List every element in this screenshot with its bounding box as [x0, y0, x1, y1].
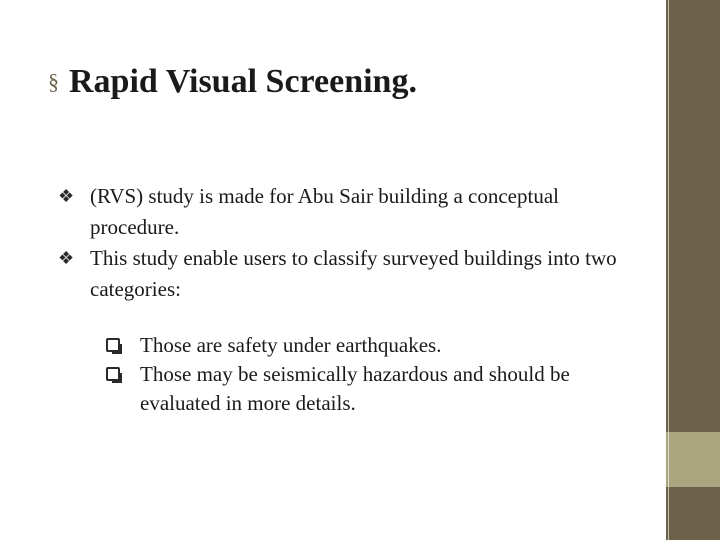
bullet-item [58, 181, 648, 243]
sub-bullet-item [106, 360, 646, 418]
diamond-bullet-icon: ❖ [58, 248, 75, 268]
bullet-text: (RVS) study is made for Abu Sair building a conceptual procedure. [90, 184, 559, 239]
bullet-text: This study enable users to classify surveyed buildings into two categories: [90, 246, 617, 301]
sidebar-bottom-band [666, 487, 720, 540]
sidebar-light-band [666, 432, 720, 487]
square-checkbox-bullet-icon [106, 367, 120, 381]
sub-bullet-text: Those are safety under earthquakes. [140, 333, 442, 357]
diamond-bullet-icon: ❖ [58, 186, 75, 206]
sidebar-dark-band [666, 0, 720, 432]
slide-title: Rapid Visual Screening. [69, 63, 417, 100]
square-checkbox-bullet-icon [106, 338, 120, 352]
bullet-item [58, 243, 648, 305]
sidebar-divider-line [668, 0, 669, 540]
section-sign-icon: § [48, 69, 59, 94]
sub-bullet-item [106, 331, 646, 360]
bullet-list [58, 181, 648, 305]
title-row [48, 60, 417, 104]
sub-bullet-text: Those may be seismically hazardous and should be evaluated in more details. [140, 362, 570, 415]
sub-bullet-list [106, 331, 646, 418]
